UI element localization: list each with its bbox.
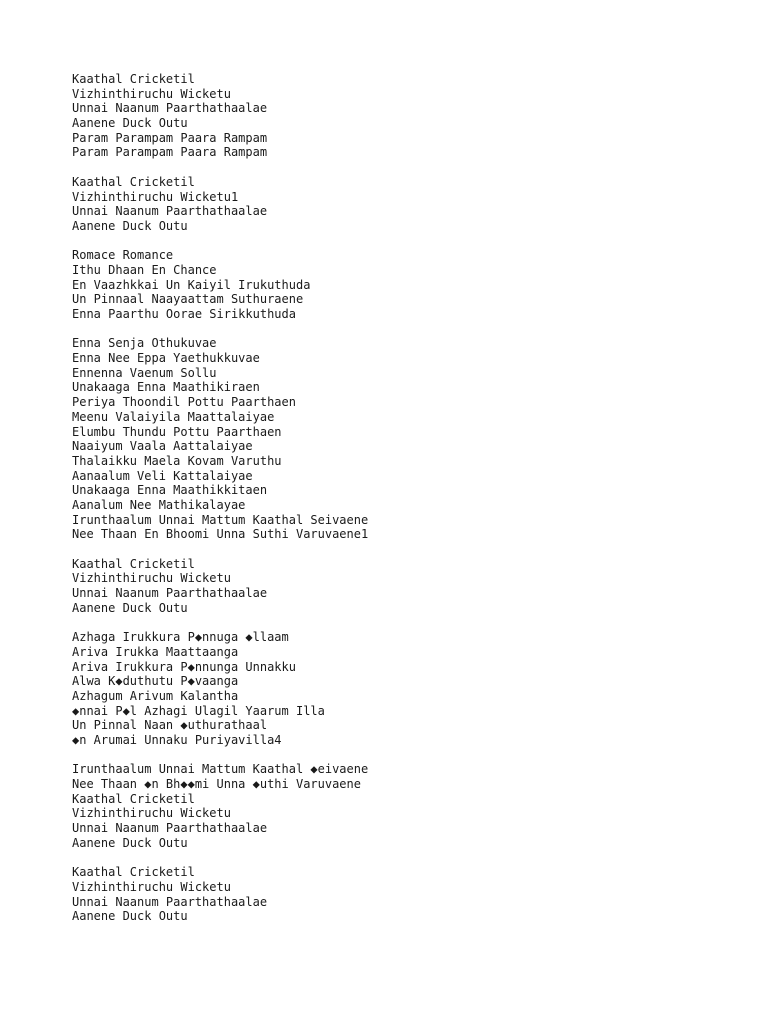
lyrics-line: Ithu Dhaan En Chance [72,262,217,277]
lyrics-line: Irunthaalum Unnai Mattum Kaathal ◆eivaene [72,762,369,777]
lyrics-line: Param Parampam Paara Rampam [72,130,268,145]
lyrics-stanza [72,248,752,321]
lyrics-line: Unnai Naanum Paarthathaalae [72,821,268,836]
lyrics-line: Naaiyum Vaala Aattalaiyae [72,439,253,454]
lyrics-line: Ennenna Vaenum Sollu [72,365,217,380]
lyrics-line: Vizhinthiruchu Wicketu [72,879,231,894]
lyrics-line: Kaathal Cricketil [72,174,195,189]
lyrics-line: Aanalum Nee Mathikalayae [72,497,246,512]
lyrics-line: Aanaalum Veli Kattalaiyae [72,468,253,483]
lyrics-stanza [72,175,752,234]
lyrics-document [72,72,752,939]
lyrics-line: Thalaikku Maela Kovam Varuthu [72,453,282,468]
lyrics-line: Un Pinnaal Naayaattam Suthuraene [72,292,304,307]
lyrics-line: Vizhinthiruchu Wicketu [72,571,231,586]
lyrics-line: Azhaga Irukkura P◆nnuga ◆llaam [72,630,289,645]
lyrics-line: Ariva Irukka Maattaanga [72,644,239,659]
lyrics-line: Aanene Duck Outu [72,600,188,615]
lyrics-line: Unnai Naanum Paarthathaalae [72,204,268,219]
lyrics-line: Irunthaalum Unnai Mattum Kaathal Seivaene [72,512,369,527]
lyrics-line: Enna Paarthu Oorae Sirikkuthuda [72,307,296,321]
lyrics-line: Aanene Duck Outu [72,218,188,233]
lyrics-line: Aanene Duck Outu [72,116,188,131]
lyrics-line: Vizhinthiruchu Wicketu1 [72,189,239,204]
lyrics-line: Alwa K◆duthutu P◆vaanga [72,674,239,689]
lyrics-line: Unnai Naanum Paarthathaalae [72,586,268,601]
lyrics-line: ◆n Arumai Unnaku Puriyavilla4 [72,732,282,747]
lyrics-line: Vizhinthiruchu Wicketu [72,806,231,821]
lyrics-stanza [72,865,752,924]
lyrics-line: Kaathal Cricketil [72,72,195,86]
lyrics-line: Enna Nee Eppa Yaethukkuvae [72,351,260,366]
lyrics-line: Ariva Irukkura P◆nnunga Unnakku [72,659,296,674]
lyrics-line: Vizhinthiruchu Wicketu [72,86,231,101]
lyrics-stanza [72,557,752,616]
lyrics-stanza [72,336,752,542]
lyrics-line: Param Parampam Paara Rampam [72,145,268,160]
lyrics-line: Un Pinnal Naan ◆uthurathaal [72,718,268,733]
lyrics-line: Unakaaga Enna Maathikiraen [72,380,260,395]
lyrics-stanza [72,630,752,748]
lyrics-stanza [72,762,752,850]
lyrics-line: Unnai Naanum Paarthathaalae [72,101,268,116]
lyrics-line: ◆nnai P◆l Azhagi Ulagil Yaarum Illa [72,703,325,718]
lyrics-line: Enna Senja Othukuvae [72,336,217,351]
lyrics-line: Romace Romance [72,248,174,263]
lyrics-line: Kaathal Cricketil [72,865,195,880]
lyrics-line: Nee Thaan En Bhoomi Unna Suthi Varuvaene1 [72,527,369,542]
lyrics-line: Kaathal Cricketil [72,791,195,806]
lyrics-line: Elumbu Thundu Pottu Paarthaen [72,424,282,439]
lyrics-line: Meenu Valaiyila Maattalaiyae [72,409,275,424]
lyrics-stanza [72,72,752,160]
lyrics-line: Unnai Naanum Paarthathaalae [72,894,268,909]
lyrics-line: Kaathal Cricketil [72,556,195,571]
lyrics-line: En Vaazhkkai Un Kaiyil Irukuthuda [72,277,311,292]
lyrics-line: Aanene Duck Outu [72,909,188,924]
lyrics-line: Azhagum Arivum Kalantha [72,688,239,703]
lyrics-line: Aanene Duck Outu [72,835,188,850]
lyrics-line: Periya Thoondil Pottu Paarthaen [72,395,296,410]
lyrics-line: Nee Thaan ◆n Bh◆◆mi Unna ◆uthi Varuvaene [72,777,361,791]
lyrics-line: Unakaaga Enna Maathikkitaen [72,483,268,498]
